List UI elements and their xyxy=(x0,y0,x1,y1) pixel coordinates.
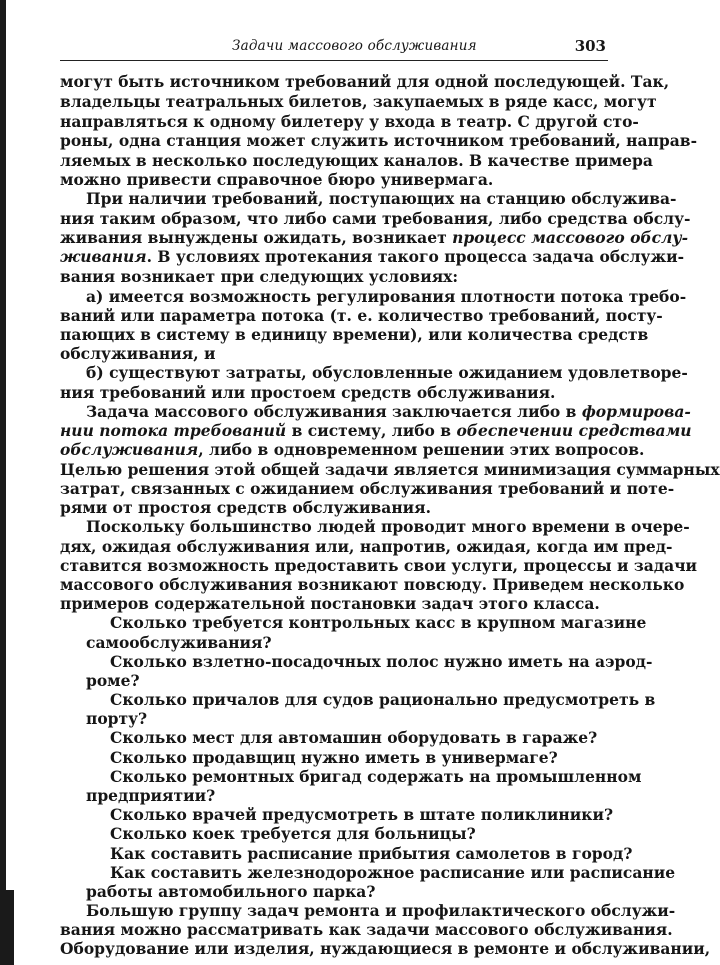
text-line: Сколько врачей предусмотреть в штате поликлиники? xyxy=(110,805,614,824)
text-line: Оборудование или изделия, нуждающиеся в ремонте и обслуживании, xyxy=(60,939,711,958)
text-line: При наличии требований, поступающих на станцию обслужива- xyxy=(86,189,677,208)
text-line: ния требований или простоем средств обслуживания. xyxy=(60,383,556,402)
text-line: живания вынуждены ожидать, возникает процесс массового обслу- xyxy=(60,228,689,247)
text-line: пающих в систему в единицу времени), или количества средств xyxy=(60,325,649,344)
page-number: 303 xyxy=(574,37,606,55)
text-line: ваний или параметра потока (т. е. количество требований, посту- xyxy=(60,306,663,325)
text-line: Сколько ремонтных бригад содержать на промышленном xyxy=(110,767,642,786)
text-line: ставится возможность предоставить свои услуги, процессы и задачи xyxy=(60,556,698,575)
text-line: Как составить расписание прибытия самолетов в город? xyxy=(110,844,633,863)
scan-edge-shadow xyxy=(0,0,6,965)
text-line: Как составить железнодорожное расписание или расписание xyxy=(110,863,676,882)
text-line: Сколько продавщиц нужно иметь в универмаге? xyxy=(110,748,558,767)
text-line: ляемых в несколько последующих каналов. В качестве примера xyxy=(60,151,653,170)
text-line: Сколько требуется контрольных касс в крупном магазине xyxy=(110,613,647,632)
italic-term: процесс массового обслу- xyxy=(452,228,689,247)
italic-term: нии потока требований xyxy=(60,421,287,440)
text-line: обслуживания, и xyxy=(60,344,216,363)
text-line: самообслуживания? xyxy=(86,633,272,652)
text-line: б) существуют затраты, обусловленные ожиданием удовлетворе- xyxy=(86,363,688,382)
text-line: затрат, связанных с ожиданием обслуживания требований и поте- xyxy=(60,479,675,498)
italic-term: обеспечении средствами xyxy=(456,421,692,440)
text-line: Поскольку большинство людей проводит много времени в очере- xyxy=(86,517,690,536)
text-line: Сколько взлетно-посадочных полос нужно иметь на аэрод- xyxy=(110,652,653,671)
text-line: могут быть источником требований для одной последующей. Так, xyxy=(60,72,670,91)
text-line: ния таким образом, что либо сами требования, либо средства обслу- xyxy=(60,209,691,228)
italic-term: обслуживания xyxy=(60,440,199,459)
running-title: Задачи массового обслуживания xyxy=(232,38,477,54)
text-line: Сколько причалов для судов рационально предусмотреть в xyxy=(110,690,656,709)
text-line: обслуживания, либо в одновременном решении этих вопросов. xyxy=(60,440,645,459)
text-line: Сколько мест для автомашин оборудовать в гараже? xyxy=(110,728,598,747)
text-line: дях, ожидая обслуживания или, напротив, ожидая, когда им пред- xyxy=(60,537,673,556)
page-header xyxy=(60,38,608,61)
text-line: роме? xyxy=(86,671,140,690)
italic-term: живания xyxy=(60,247,147,266)
text-line: Сколько коек требуется для больницы? xyxy=(110,824,476,843)
text-line: порту? xyxy=(86,709,148,728)
text-line: вания возникает при следующих условиях: xyxy=(60,267,459,286)
text-line: роны, одна станция может служить источником требований, направ- xyxy=(60,131,697,150)
text-line: Задача массового обслуживания заключается либо в формирова- xyxy=(86,402,691,421)
text-line: владельцы театральных билетов, закупаемых в ряде касс, могут xyxy=(60,92,657,111)
text-line: а) имеется возможность регулирования плотности потока требо- xyxy=(86,287,687,306)
text-line: массового обслуживания возникают повсюду. Приведем несколько xyxy=(60,575,685,594)
text-line: рями от простоя средств обслуживания. xyxy=(60,498,432,517)
text-line: предприятии? xyxy=(86,786,216,805)
text-line: работы автомобильного парка? xyxy=(86,882,376,901)
text-line: Целью решения этой общей задачи является минимизация суммарных xyxy=(60,460,720,479)
text-line: живания. В условиях протекания такого процесса задача обслужи- xyxy=(60,247,685,266)
scan-edge-shadow-tail xyxy=(0,890,14,965)
text-line: Большую группу задач ремонта и профилактического обслужи- xyxy=(86,901,676,920)
text-line: вания можно рассматривать как задачи массового обслуживания. xyxy=(60,920,673,939)
text-line: можно привести справочное бюро универмага. xyxy=(60,170,494,189)
text-line: примеров содержательной постановки задач этого класса. xyxy=(60,594,600,613)
italic-term: формирова- xyxy=(581,402,691,421)
text-line: направляться к одному билетеру у входа в театр. С другой сто- xyxy=(60,112,639,131)
text-line: нии потока требований в систему, либо в обеспечении средствами xyxy=(60,421,692,440)
